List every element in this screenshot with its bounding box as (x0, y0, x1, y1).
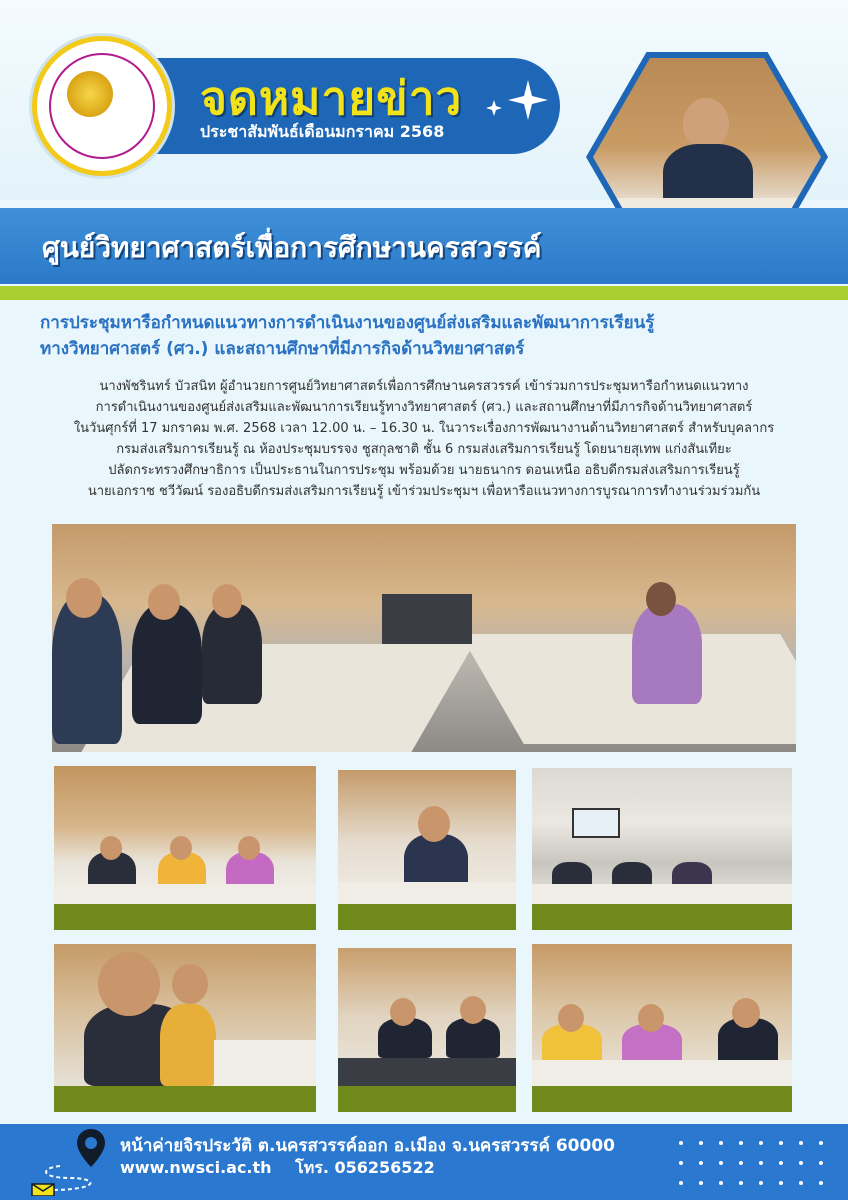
logo-emblem-icon (67, 71, 113, 117)
main-meeting-photo (52, 524, 796, 752)
accent-stripe (0, 286, 848, 300)
footer-contact (120, 1156, 453, 1181)
center-name: ศูนย์วิทยาศาสตร์เพื่อการศึกษานครสวรรค์ (42, 231, 542, 264)
footer-address: หน้าค่ายจิรประวัติ ต.นครสวรรค์ออก อ.เมือง จ.นครสวรรค์ 60000 (120, 1136, 615, 1156)
newsletter-title: จดหมายข่าว (200, 71, 463, 125)
organization-logo (32, 36, 172, 176)
photo-caption-bar (54, 904, 316, 930)
meeting-photo-row1-left (54, 766, 316, 904)
article-body-line: นางพัชรินทร์ บัวสนิท ผู้อำนวยการศูนย์วิทยาศาสตร์เพื่อการศึกษานครสวรรค์ เข้าร่วมการประชุมหารือกำหนดแนวทาง (99, 379, 749, 394)
photo-caption-bar (338, 904, 516, 930)
photo-caption-bar (54, 1086, 316, 1112)
meeting-photo-row2-middle (338, 948, 516, 1086)
meeting-photo-row1-right (532, 768, 792, 904)
photo-caption-bar (338, 1086, 516, 1112)
article-body (44, 376, 804, 502)
article-title-line: ทางวิทยาศาสตร์ (ศว.) และสถานศึกษาที่มีภารกิจด้านวิทยาศาสตร์ (40, 339, 525, 359)
newsletter-subtitle: ประชาสัมพันธ์เดือนมกราคม 2568 (200, 122, 445, 141)
photo-caption-bar (532, 1086, 792, 1112)
route-icon (30, 1162, 110, 1196)
meeting-photo-row1-middle (338, 770, 516, 904)
decorative-dots (676, 1138, 826, 1188)
sparkle-small-icon (486, 100, 502, 116)
meeting-photo-row2-left (54, 944, 316, 1086)
article-title (40, 310, 810, 362)
article-body-line: กรมส่งเสริมการเรียนรู้ ณ ห้องประชุมบรรจง ชูสกุลชาติ ชั้น 6 กรมส่งเสริมการเรียนรู้ โดยนายสุเทพ แก่งสันเทียะ (116, 442, 732, 457)
footer-phone: โทร. 056256522 (295, 1158, 435, 1177)
photo-person-head (683, 98, 729, 150)
article-body-line: นายเอกราช ชวีวัฒน์ รองอธิบดีกรมส่งเสริมการเรียนรู้ เข้าร่วมประชุมฯ เพื่อหารือแนวทางการบูรณาการทำงานร่วมร่วมกัน (87, 484, 761, 499)
footer-website-link[interactable]: www.nwsci.ac.th (120, 1158, 272, 1177)
photo-caption-bar (532, 904, 792, 930)
sparkle-icon (508, 80, 548, 120)
article-body-line: ปลัดกระทรวงศึกษาธิการ เป็นประธานในการประชุม พร้อมด้วย นายธนากร ดอนเหนือ อธิบดีกรมส่งเสริมการเรียนรู้ (108, 463, 740, 478)
article-title-line: การประชุมหารือกำหนดแนวทางการดำเนินงานของศูนย์ส่งเสริมและพัฒนาการเรียนรู้ (40, 313, 655, 333)
article-body-line: การดำเนินงานของศูนย์ส่งเสริมและพัฒนาการเรียนรู้ทางวิทยาศาสตร์ (ศว.) และสถานศึกษาที่มีภารกิจด้านวิทยาศาสตร์ (95, 400, 753, 415)
meeting-photo-row2-right (532, 944, 792, 1086)
article-body-line: ในวันศุกร์ที่ 17 มกราคม พ.ศ. 2568 เวลา 12.00 น. – 16.30 น. ในวาระเรื่องการพัฒนางานด้านวิทยาศาสตร์ สำหรับบุคลากร (73, 421, 775, 436)
